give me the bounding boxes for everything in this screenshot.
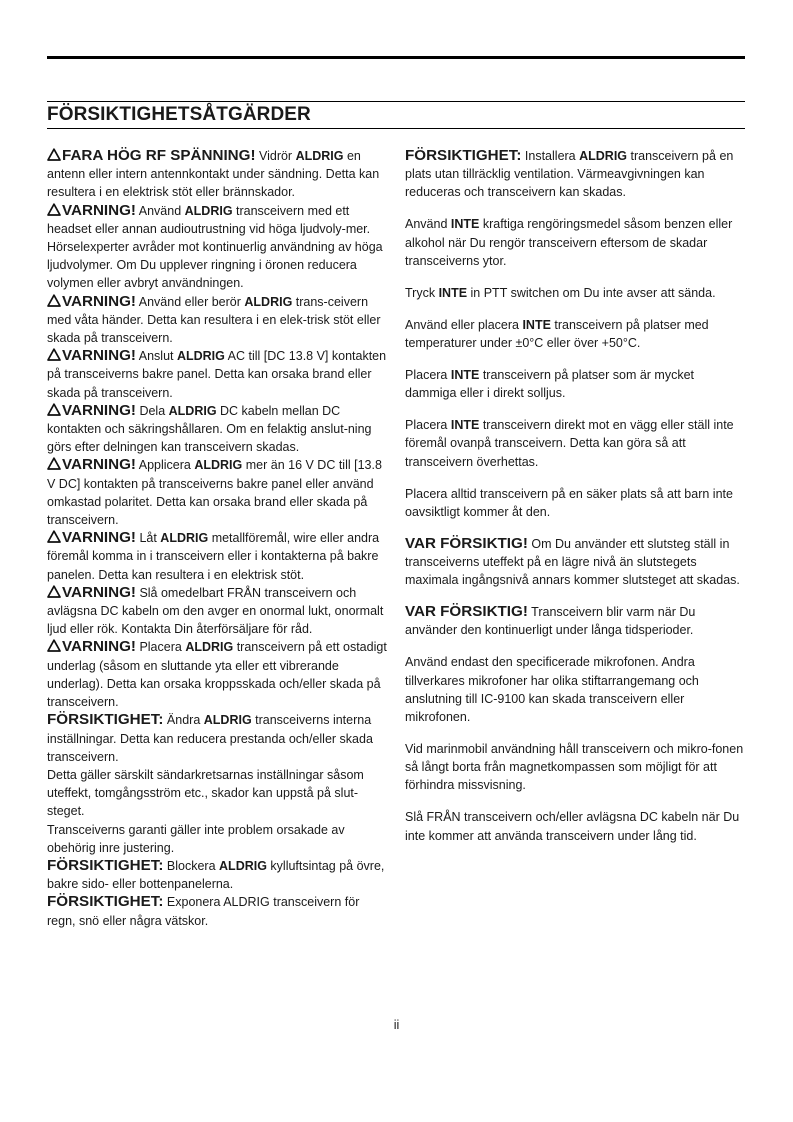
emphasis-word: INTE (438, 285, 468, 300)
precaution-label: VAR FÖRSIKTIG! (405, 603, 528, 621)
precaution-paragraph (47, 147, 387, 202)
precaution-paragraph (405, 215, 745, 270)
emphasis-word: ALDRIG (160, 531, 209, 546)
precaution-text: Placera (405, 418, 451, 433)
precaution-paragraph (405, 808, 745, 844)
precaution-label: FÖRSIKTIGHET: (47, 711, 164, 729)
emphasis-word: ALDRIG (176, 349, 225, 364)
precaution-text: transceivern på en plats utan tillräcklig ventilation. Värmeavgivningen kan reduceras och transceivern kan skadas. (405, 149, 734, 200)
precaution-text: transceivern på platser med temperaturer under ±0°C eller över +50°C. (405, 317, 709, 351)
precaution-text: Installera (521, 149, 580, 163)
precaution-paragraph (405, 653, 745, 726)
precaution-text: Vidrör (255, 149, 296, 163)
precaution-text: Vid marinmobil användning håll transceivern och mikro-fonen så långt borta från magnetkompassen som möjligt för att förhindra missvisning. (405, 742, 744, 793)
precaution-paragraph (47, 711, 387, 766)
precaution-text: Använd eller placera (405, 317, 523, 332)
precaution-paragraph (47, 402, 387, 457)
precaution-label: VARNING! (62, 583, 136, 601)
page-title: FÖRSIKTIGHETSÅTGÄRDER (47, 104, 311, 125)
warning-triangle-icon (47, 457, 61, 470)
precaution-label: FÖRSIKTIGHET: (47, 856, 164, 874)
precaution-text: Ändra (163, 713, 204, 728)
precaution-text: Om Du använder ett slutsteg ställ in transceiverns uteffekt på en lägre nivå än slutstegets maximala ingångsnivå annars kommer slutsteget att skadas. (405, 536, 740, 588)
precaution-text: trans-ceivern med våta händer. Detta kan resultera i en elek-trisk stöt eller skada på transceivern. (47, 294, 381, 346)
precaution-text: transceivern med ett headset eller annan audioutrustning vid höga ljudvoly-mer. Hörselexperter avråder mot kontinuerlig användning av höga ljudvolymer. Om Du upplever ringning i öronen reducera volymen eller avbryt användningen. (47, 203, 383, 291)
emphasis-word: ALDRIG (579, 149, 628, 163)
precaution-text: Slå FRÅN transceivern och/eller avlägsna DC kabeln när Du inte kommer att använda transceivern under lång tid. (405, 810, 740, 843)
precaution-paragraph (405, 485, 745, 521)
warning-triangle-icon (47, 530, 61, 543)
emphasis-word: ALDRIG (203, 713, 252, 728)
precaution-label: VAR FÖRSIKTIG! (405, 534, 528, 552)
precaution-paragraph (47, 584, 387, 639)
precaution-label: VARNING! (62, 292, 136, 310)
emphasis-word: INTE (522, 317, 551, 332)
precaution-text: kraftiga rengöringsmedel såsom benzen eller alkohol när Du rengör transceivern eftersom de skadar transceiverns ytor. (405, 217, 733, 268)
precaution-paragraph (405, 416, 745, 471)
precaution-text: in PTT switchen om Du inte avser att sända. (467, 285, 716, 300)
emphasis-word: ALDRIG (219, 858, 267, 873)
precaution-text: en antenn eller intern antennkontakt under sändning. Detta kan resultera i en elektrisk stöt eller brännskador. (47, 149, 380, 200)
precaution-paragraph (47, 638, 387, 711)
left-column (47, 147, 387, 930)
warning-triangle-icon (47, 294, 61, 307)
precaution-paragraph (405, 284, 745, 302)
emphasis-word: ALDRIG (295, 149, 344, 163)
top-rule (47, 56, 745, 59)
emphasis-word: ALDRIG (185, 640, 234, 655)
emphasis-word: INTE (450, 217, 480, 232)
precaution-text: transceivern direkt mot en vägg eller ställ inte föremål ovanpå transceivern. Detta kan göra så att transceivern överhettas. (405, 418, 734, 469)
precaution-label: VARNING! (62, 201, 136, 219)
precaution-text: transceivern på platser som är mycket dammiga eller i direkt solljus. (405, 368, 695, 401)
precaution-paragraph (405, 535, 745, 590)
precaution-text: mer än 16 V DC till [13.8 V DC] kontakten på transceiverns bakre panel eller använd omkastad polaritet. Detta kan orsaka brand eller skada på transceivern. (47, 458, 382, 528)
emphasis-word: INTE (450, 418, 480, 433)
precaution-text: Slå omedelbart FRÅN transceivern och avlägsna DC kabeln om den avger en onormal lukt, onormalt ljud eller rök. Kontakta Din återförsäljare för råd. (47, 585, 384, 637)
precaution-label: VARNING! (62, 529, 136, 547)
warning-triangle-icon (47, 639, 61, 652)
precaution-text: AC till [DC 13.8 V] kontakten på transceiverns bakre panel. Detta kan orsaka brand eller skada på transceivern. (47, 349, 387, 400)
precaution-label: FÖRSIKTIGHET: (47, 893, 164, 911)
precaution-text: Använd eller berör (135, 294, 245, 309)
precaution-text: Exponera ALDRIG transceivern för regn, snö eller några vätskor. (47, 895, 360, 928)
warning-triangle-icon (47, 403, 61, 416)
precaution-paragraph (405, 147, 745, 202)
precaution-note: Detta gäller särskilt sändarkretsarnas inställningar såsom uteffekt, tomgångsström etc., skador kan uppstå på slut-steget. (47, 767, 364, 819)
precaution-text: Placera (405, 368, 451, 383)
precaution-label: VARNING! (62, 401, 136, 419)
precaution-paragraph (405, 603, 745, 639)
precaution-text: Transceivern blir varm när Du använder den kontinuerligt under långa tidsperioder. (405, 605, 696, 638)
precaution-label: VARNING! (62, 347, 136, 365)
precaution-text: Använd endast den specificerade mikrofonen. Andra tillverkares mikrofoner har olika stiftarrangemang och anslutning till IC-9100 kan skada transceivern eller mikrofonen. (405, 655, 699, 725)
emphasis-word: INTE (450, 368, 480, 383)
precaution-text: Låt (135, 531, 161, 546)
precaution-paragraph (47, 529, 387, 584)
precaution-paragraph (405, 366, 745, 402)
precaution-paragraph (47, 293, 387, 348)
precaution-text: Placera alltid transceivern på en säker plats så att barn inte oavsiktligt kommer åt den. (405, 486, 733, 519)
title-underline (47, 128, 745, 129)
precaution-paragraph (405, 316, 745, 352)
emphasis-word: ALDRIG (184, 203, 233, 218)
precaution-text: DC kabeln mellan DC kontakten och säkringshållaren. Om en felaktig anslut-ning görs efter delningen kan transceivern skadas. (47, 403, 372, 455)
precaution-paragraph (47, 456, 387, 529)
precaution-text: Använd (135, 203, 185, 218)
precaution-paragraph (47, 893, 387, 929)
emphasis-word: ALDRIG (244, 294, 293, 309)
precaution-text: transceiverns interna inställningar. Detta kan reducera prestanda och/eller skada transceivern. (47, 713, 373, 764)
warning-triangle-icon (47, 203, 61, 216)
precaution-note: Transceiverns garanti gäller inte problem orsakade av obehörig inre justering. (47, 822, 345, 855)
precaution-label: FÖRSIKTIGHET: (405, 147, 522, 164)
right-column (405, 147, 745, 859)
precaution-text: metallföremål, wire eller andra föremål komma in i transceivern eller i kontakterna på bakre panelen. Detta kan resultera i en elektrisk stöt. (47, 531, 380, 582)
precaution-text: kylluftsintag på övre, bakre sido- eller bottenpanelerna. (47, 858, 385, 892)
precaution-text: Applicera (135, 458, 195, 473)
precaution-paragraph (405, 740, 745, 795)
precaution-text: Blockera (163, 858, 220, 873)
precaution-text: Anslut (135, 349, 177, 364)
precaution-text: transceivern på ett ostadigt underlag (såsom en sluttande yta eller ett vibrerande underlag). Detta kan orsaka kroppsskada och/eller skada på transceivern. (47, 640, 387, 710)
precaution-paragraph (47, 857, 387, 893)
precaution-label: VARNING! (62, 456, 136, 474)
emphasis-word: ALDRIG (168, 403, 217, 418)
precaution-paragraph (47, 202, 387, 293)
precaution-label: FARA HÖG RF SPÄNNING! (62, 147, 256, 164)
warning-triangle-icon (47, 148, 61, 161)
precaution-label: VARNING! (62, 638, 136, 656)
precaution-text: Tryck (405, 285, 439, 300)
warning-triangle-icon (47, 585, 61, 598)
warning-triangle-icon (47, 348, 61, 361)
precaution-text: Placera (135, 640, 186, 655)
precaution-text: Använd (405, 217, 451, 232)
emphasis-word: ALDRIG (194, 458, 243, 473)
title-rule (47, 101, 745, 102)
page-number: ii (393, 1018, 400, 1032)
precaution-paragraph (47, 347, 387, 402)
precaution-text: Dela (135, 403, 169, 418)
